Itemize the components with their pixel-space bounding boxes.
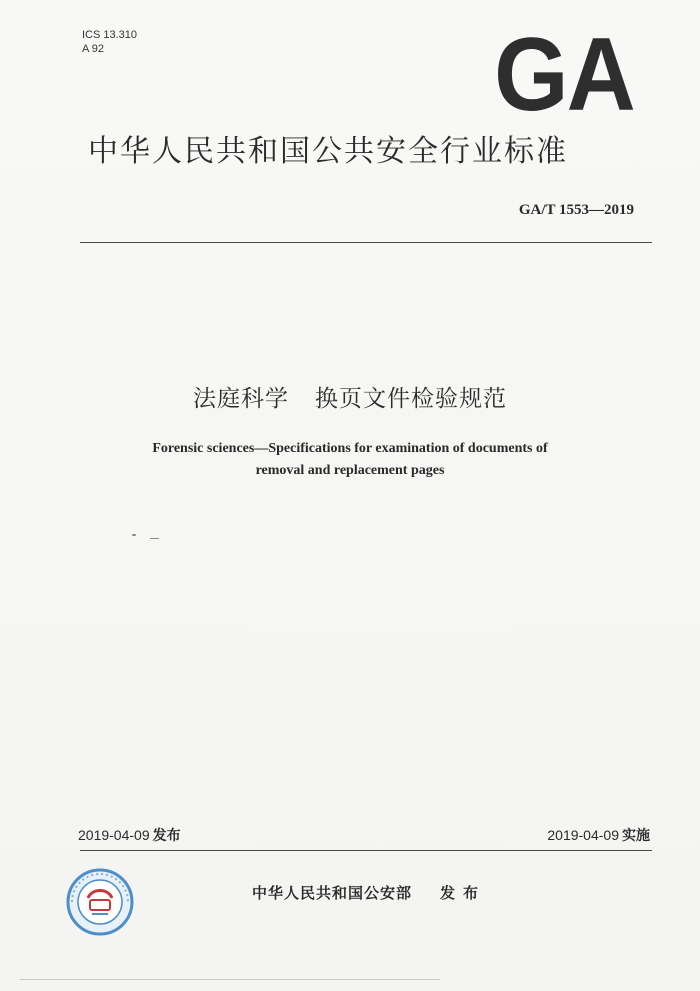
title-chinese-part1: 法庭科学 xyxy=(193,386,289,412)
bottom-divider xyxy=(80,850,652,851)
standard-number-code: GA/T 1553—2019 xyxy=(518,202,634,218)
ccs-code: A 92 xyxy=(82,43,105,55)
issue-date-value: 2019-04-09 xyxy=(78,827,150,843)
issue-date-label: 发布 xyxy=(152,828,181,844)
title-chinese xyxy=(0,380,700,413)
title-chinese-part2: 换页文件检验规范 xyxy=(315,386,507,412)
implementation-date-value: 2019-04-09 xyxy=(547,827,619,843)
title-english xyxy=(0,438,700,482)
title-english-line2: removal and replacement pages xyxy=(255,463,445,478)
title-english-line1: Forensic sciences—Specifications for examination of documents of xyxy=(152,441,548,456)
industry-standard-title: 中华人民共和国公共安全行业标准 xyxy=(88,134,568,169)
scan-speck xyxy=(132,534,136,536)
ga-logo-text: GA xyxy=(494,17,634,133)
scan-speck xyxy=(150,538,159,539)
classification-codes xyxy=(82,28,137,56)
standard-number xyxy=(519,201,634,219)
issuer-action: 发布 xyxy=(440,884,487,902)
implementation-date xyxy=(547,825,650,845)
page-edge-line xyxy=(20,979,440,980)
implementation-date-label: 实施 xyxy=(622,828,650,844)
top-divider xyxy=(80,242,652,243)
ics-code: ICS 13.310 xyxy=(82,29,138,41)
ga-logo xyxy=(476,17,652,133)
issue-date xyxy=(78,825,181,845)
issuing-authority xyxy=(252,882,486,903)
standard-info-seal-icon xyxy=(66,868,134,936)
issuer-name: 中华人民共和国公安部 xyxy=(252,884,413,902)
